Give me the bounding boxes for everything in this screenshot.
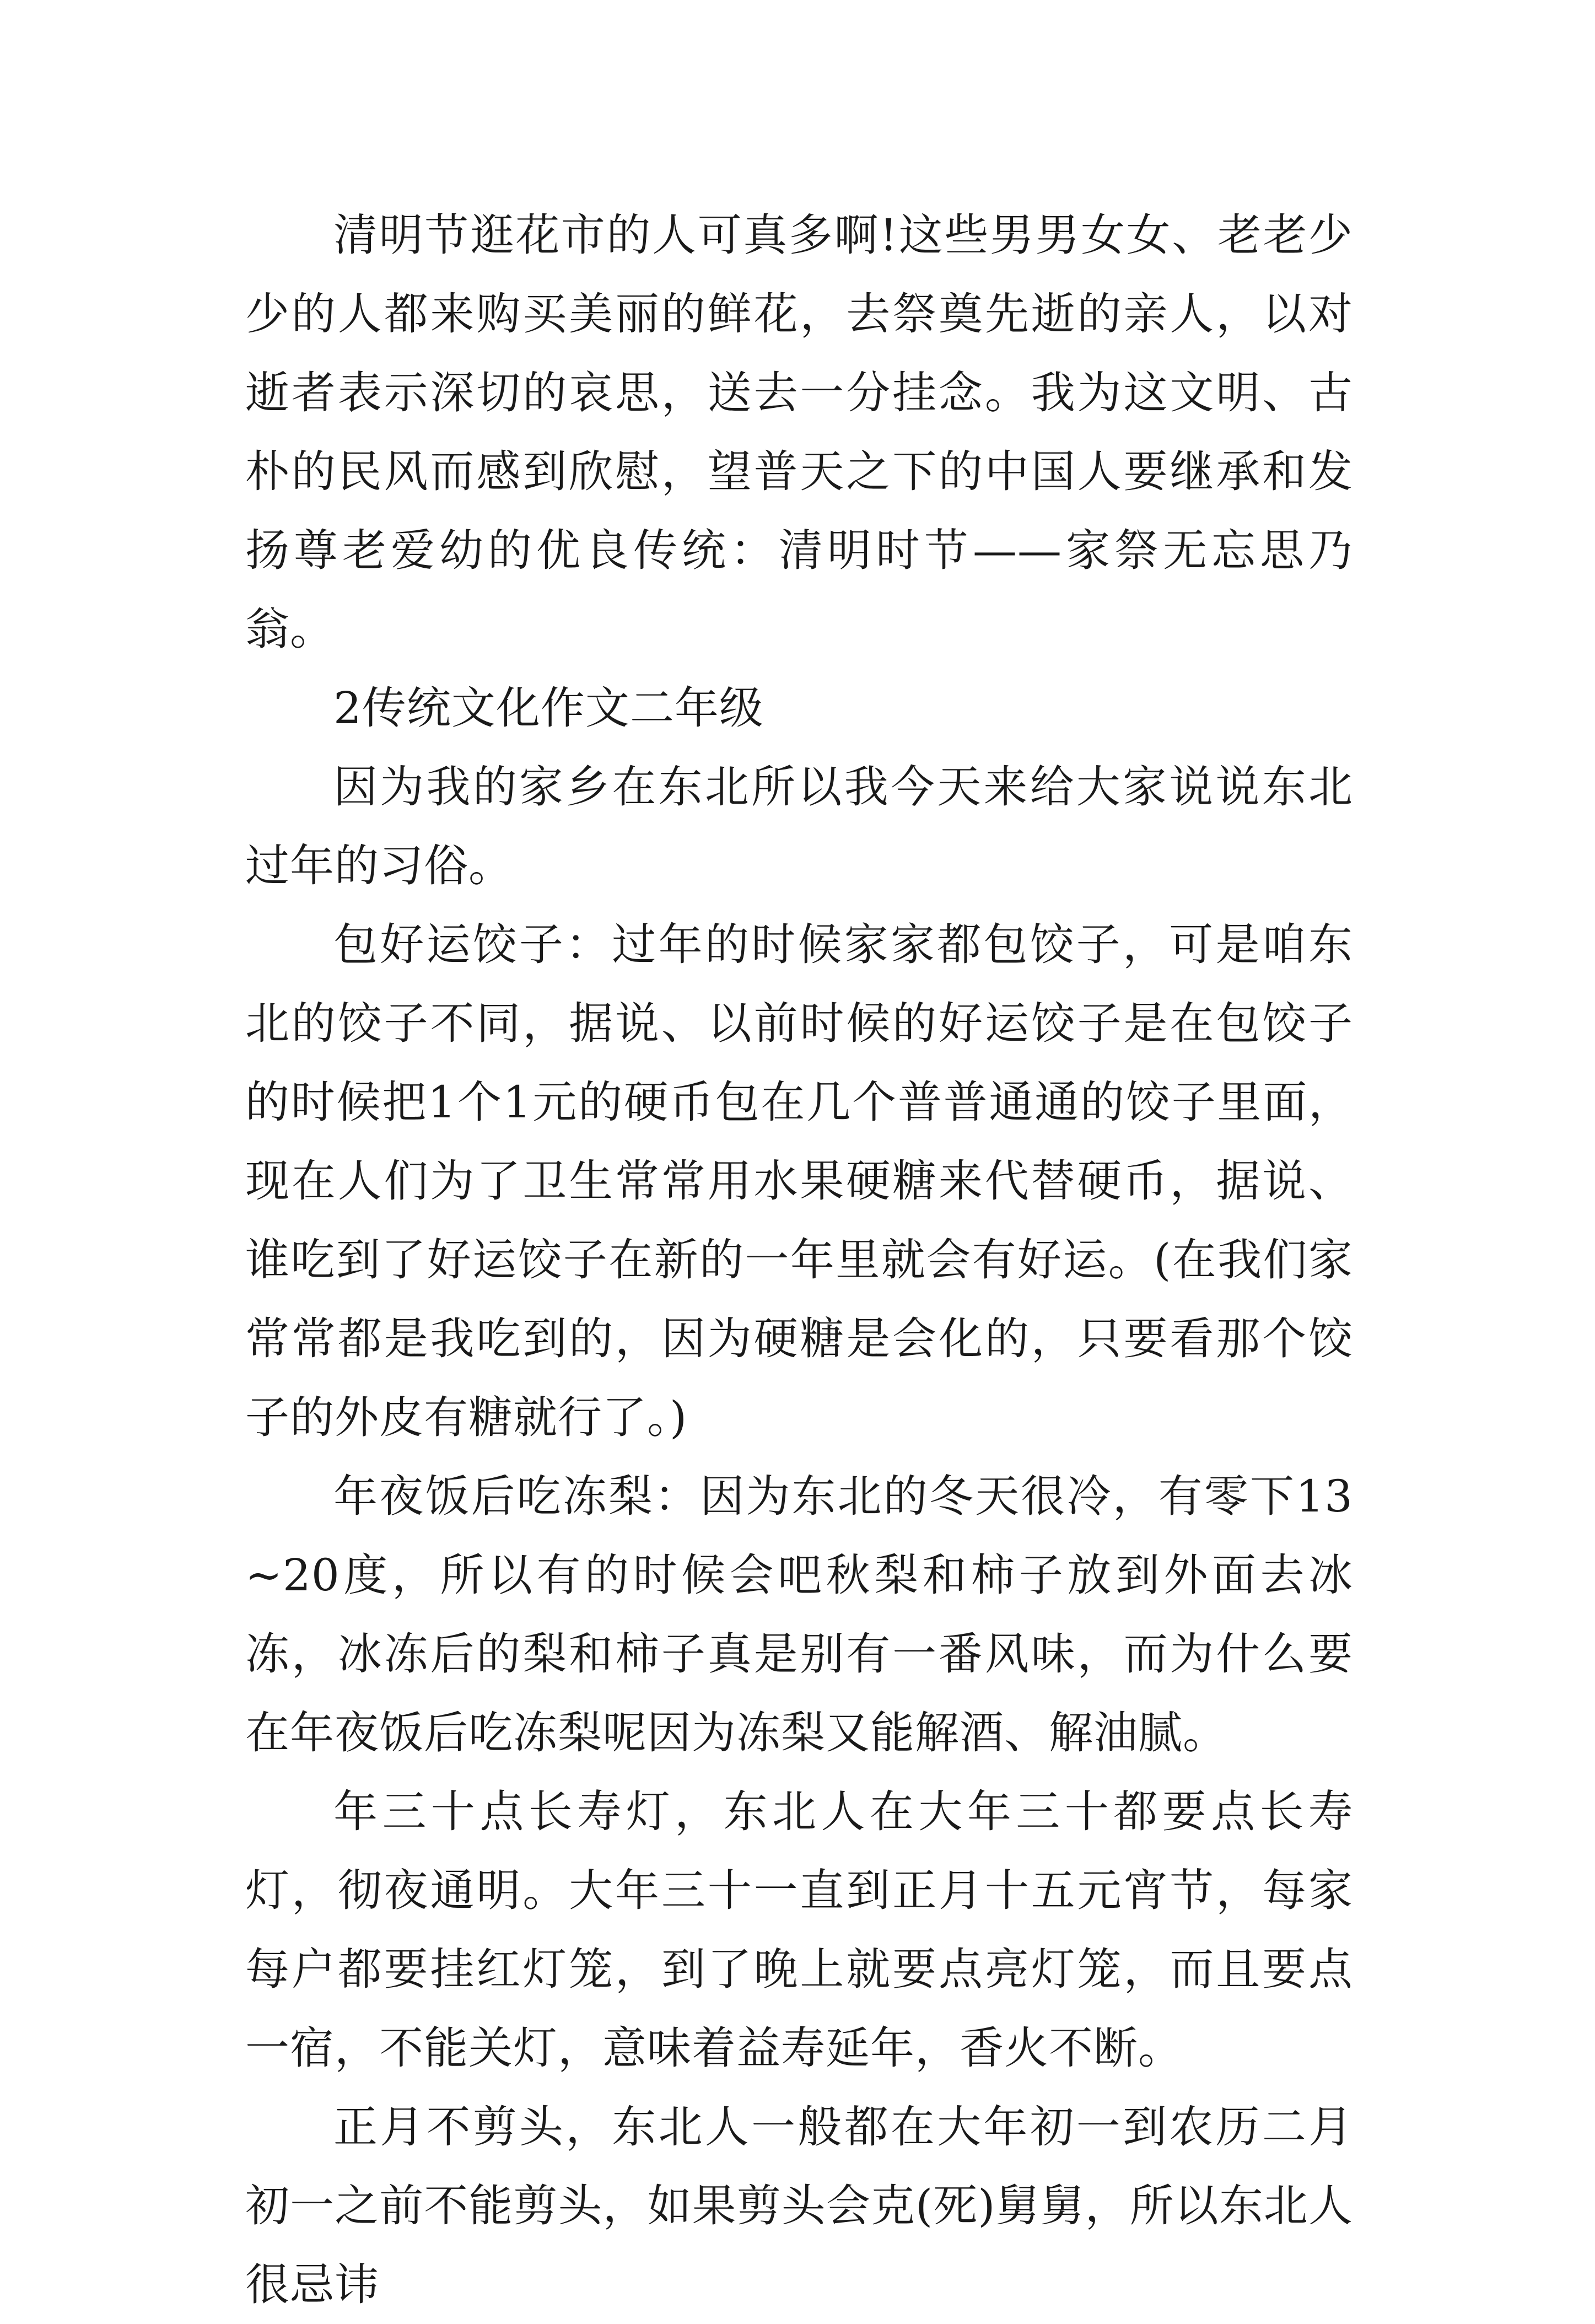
paragraph-frozen-pears: 年夜饭后吃冻梨：因为东北的冬天很冷，有零下13~20度，所以有的时候会吧秋梨和柿子放到外面去冰冻，冰冻后的梨和柿子真是别有一番风味，而为什么要在年夜饭后吃冻梨呢因为冻梨又能解酒、解油腻。	[245, 1471, 1353, 1758]
paragraph-qingming: 清明节逛花市的人可真多啊!这些男男女女、老老少少的人都来购买美丽的鲜花，去祭奠先逝的亲人，以对逝者表示深切的哀思，送去一分挂念。我为这文明、古朴的民风而感到欣慰，望普天之下的中国人要继承和发扬尊老爱幼的优良传统：清明时节——家祭无忘思乃翁。	[245, 209, 1353, 655]
paragraph-dumplings: 包好运饺子：过年的时候家家都包饺子，可是咱东北的饺子不同，据说、以前时候的好运饺子是在包饺子的时候把1个1元的硬币包在几个普普通通的饺子里面，现在人们为了卫生常常用水果硬糖来代替硬币，据说、谁吃到了好运饺子在新的一年里就会有好运。(在我们家常常都是我吃到的，因为硬糖是会化的，只要看那个饺子的外皮有糖就行了。)	[245, 919, 1353, 1443]
document-body	[245, 196, 1353, 2324]
paragraph-no-haircut: 正月不剪头，东北人一般都在大年初一到农历二月初一之前不能剪头，如果剪头会克(死)舅舅，所以东北人很忌讳	[245, 2101, 1353, 2310]
paragraph-longevity-lamp: 年三十点长寿灯，东北人在大年三十都要点长寿灯，彻夜通明。大年三十一直到正月十五元宵节，每家每户都要挂红灯笼，到了晚上就要点亮灯笼，而且要点一宿，不能关灯，意味着益寿延年，香火不断。	[245, 1786, 1353, 2074]
section-heading: 2传统文化作文二年级	[333, 682, 764, 734]
paragraph-intro: 因为我的家乡在东北所以我今天来给大家说说东北过年的习俗。	[245, 761, 1353, 891]
